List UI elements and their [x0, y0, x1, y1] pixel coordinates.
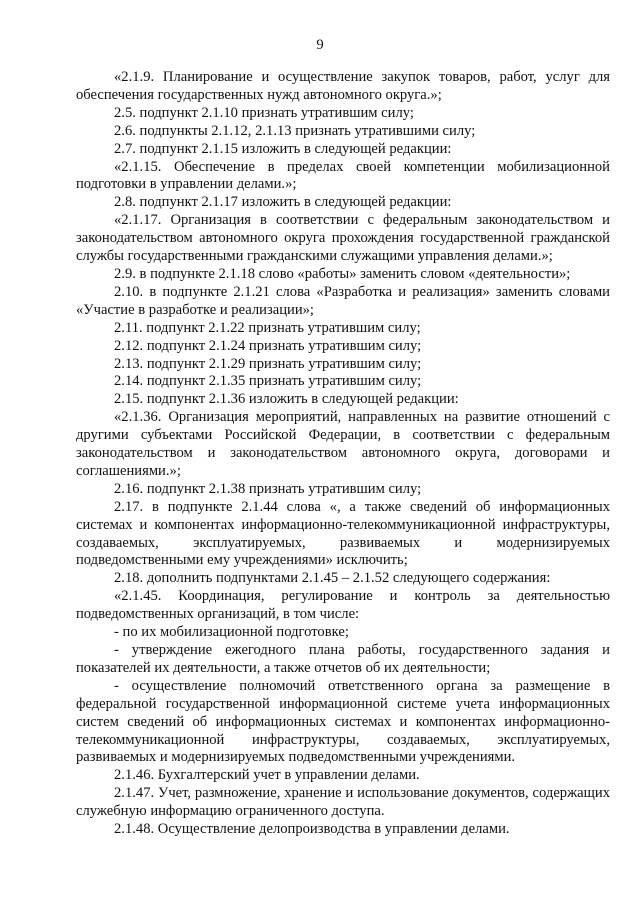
- page-number: 9: [316, 37, 324, 53]
- paragraph: - осуществление полномочий ответственного органа за размещение в федеральной государственной информационной системе учета информационных систем сведений об информационных системах и компонентах информационно-телекоммуникационной инфраструктуры, создаваемых, эксплуатируемых, развиваемых и модернизируемых подведомственными учреждениями.: [76, 677, 610, 766]
- paragraph: 2.11. подпункт 2.1.22 признать утратившим силу;: [114, 319, 421, 336]
- paragraph: 2.9. в подпункте 2.1.18 слово «работы» заменить словом «деятельности»;: [114, 265, 571, 282]
- paragraph: «2.1.17. Организация в соответствии с федеральным законодательством и законодательством автономного округа прохождения государственной гражданской службы государственными гражданскими служащими управления делами.»;: [76, 212, 610, 265]
- paragraph: «2.1.45. Координация, регулирование и контроль за деятельностью подведомственных организаций, в том числе:: [76, 588, 610, 623]
- paragraph: 2.10. в подпункте 2.1.21 слова «Разработка и реализация» заменить словами «Участие в разработке и реализации»;: [76, 283, 610, 318]
- document-body: [76, 69, 610, 839]
- paragraph: 2.1.48. Осуществление делопроизводства в управлении делами.: [114, 821, 510, 838]
- paragraph: 2.1.46. Бухгалтерский учет в управлении делами.: [114, 767, 420, 784]
- paragraph: - утверждение ежегодного плана работы, государственного задания и показателей их деятельности, а также отчетов об их деятельности;: [76, 642, 610, 676]
- paragraph: 2.6. подпункты 2.1.12, 2.1.13 признать утратившими силу;: [114, 122, 476, 139]
- paragraph: 2.8. подпункт 2.1.17 изложить в следующей редакции:: [114, 194, 452, 211]
- paragraph: 2.5. подпункт 2.1.10 признать утратившим силу;: [114, 104, 414, 121]
- paragraph: 2.7. подпункт 2.1.15 изложить в следующей редакции:: [114, 140, 452, 157]
- paragraph: «2.1.15. Обеспечение в пределах своей компетенции мобилизационной подготовки в управлении делами.»;: [76, 158, 610, 193]
- paragraph: «2.1.9. Планирование и осуществление закупок товаров, работ, услуг для обеспечения государственных нужд автономного округа.»;: [76, 69, 610, 103]
- paragraph: 2.14. подпункт 2.1.35 признать утратившим силу;: [114, 373, 422, 390]
- paragraph: 2.12. подпункт 2.1.24 признать утратившим силу;: [114, 337, 422, 354]
- paragraph: «2.1.36. Организация мероприятий, направленных на развитие отношений с другими субъектами Российской Федерации, в соответствии с федеральным законодательством и законодательством автономного округа, договорами и соглашениями.»;: [76, 409, 610, 479]
- paragraph: 2.13. подпункт 2.1.29 признать утратившим силу;: [114, 355, 422, 372]
- paragraph: 2.1.47. Учет, размножение, хранение и использование документов, содержащих служебную информацию ограниченного доступа.: [76, 785, 610, 820]
- paragraph: 2.16. подпункт 2.1.38 признать утратившим силу;: [114, 480, 422, 497]
- paragraph: 2.15. подпункт 2.1.36 изложить в следующей редакции:: [114, 391, 459, 408]
- paragraph: - по их мобилизационной подготовке;: [114, 624, 349, 641]
- paragraph: 2.18. дополнить подпунктами 2.1.45 – 2.1.52 следующего содержания:: [114, 570, 551, 587]
- paragraph: 2.17. в подпункте 2.1.44 слова «, а также сведений об информационных системах и компонентах информационно-телекоммуникационной инфраструктуры, создаваемых, эксплуатируемых, развиваемых и модернизируемых подведомственными ему учреждениями» исключить;: [76, 498, 610, 569]
